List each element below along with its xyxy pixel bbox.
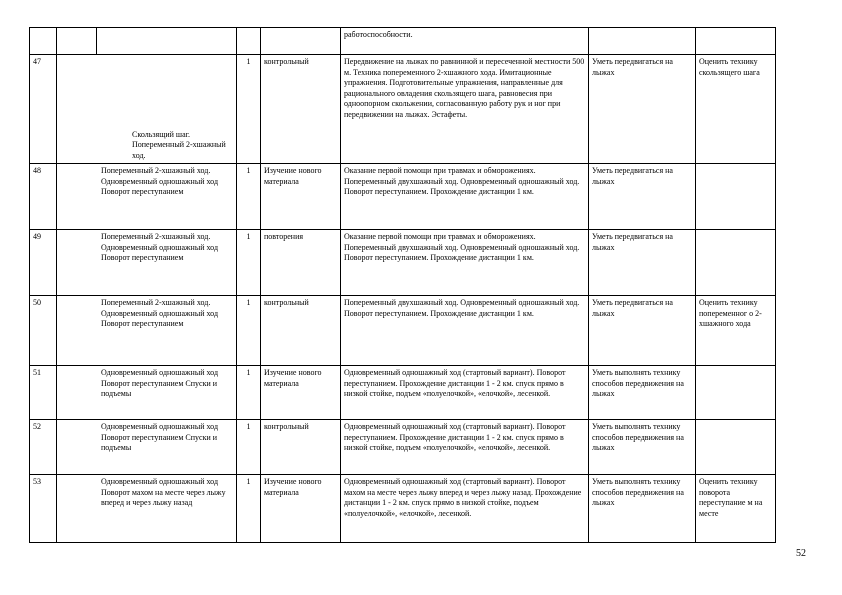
lesson-topic: Попеременный 2-хшажный ход. Одновременный одношажный ход Поворот переступанием bbox=[57, 164, 237, 230]
lesson-skills: Уметь передвигаться на лыжах bbox=[589, 164, 696, 230]
lesson-content: Одновременный одношажный ход (стартовый вариант). Поворот махом на месте через лыжу вперед и через лыжу назад. Прохождение дистанции 1 - 2 км. спуск прямо в низкой стойке, подъем «полуелочкой», «елочкой», лесенкой. bbox=[341, 475, 589, 543]
lesson-plan-table bbox=[29, 27, 776, 543]
lesson-hours: 1 bbox=[237, 420, 261, 475]
lesson-number: 50 bbox=[30, 296, 57, 366]
lesson-hours bbox=[237, 28, 261, 55]
lesson-skills bbox=[589, 28, 696, 55]
lesson-type: Изучение нового материала bbox=[261, 164, 341, 230]
lesson-number: 48 bbox=[30, 164, 57, 230]
lesson-control bbox=[696, 366, 776, 420]
lesson-number bbox=[30, 28, 57, 55]
lesson-topic bbox=[97, 28, 237, 55]
lesson-skills: Уметь передвигаться на лыжах bbox=[589, 296, 696, 366]
lesson-skills: Уметь выполнять технику способов передвижения на лыжах bbox=[589, 366, 696, 420]
lesson-control: Оценить технику поворота переступание м на месте bbox=[696, 475, 776, 543]
lesson-type: контрольный bbox=[261, 55, 341, 164]
lesson-hours: 1 bbox=[237, 296, 261, 366]
lesson-type: контрольный bbox=[261, 296, 341, 366]
lesson-control: Оценить технику скользящего шага bbox=[696, 55, 776, 164]
lesson-content: Одновременный одношажный ход (стартовый вариант). Поворот переступанием. Прохождение дистанции 1 - 2 км. спуск прямо в низкой стойке, подъем «полуелочкой», «елочкой», лесенкой. bbox=[341, 366, 589, 420]
lesson-control bbox=[696, 230, 776, 296]
lesson-content: работоспособности. bbox=[341, 28, 589, 55]
lesson-number: 51 bbox=[30, 366, 57, 420]
lesson-type: Изучение нового материала bbox=[261, 366, 341, 420]
lesson-topic: Одновременный одношажный ход Поворот махом на месте через лыжу вперед и через лыжу назад bbox=[57, 475, 237, 543]
lesson-topic: Попеременный 2-хшажный ход. Одновременный одношажный ход Поворот переступанием bbox=[57, 230, 237, 296]
lesson-number: 47 bbox=[30, 55, 57, 164]
table-row bbox=[30, 230, 776, 296]
lesson-number: 53 bbox=[30, 475, 57, 543]
lesson-skills: Уметь выполнять технику способов передвижения на лыжах bbox=[589, 475, 696, 543]
lesson-skills: Уметь выполнять технику способов передвижения на лыжах bbox=[589, 420, 696, 475]
lesson-content: Передвижение на лыжах по равнинной и пересеченной местности 500 м. Техника попеременного 2-хшажного хода. Имитационные упражнения. Подготовительные упражнения, направленные для рационального овладения скользящего шага, равновесия при одноопорном скольжении, согласованную работу рук и ног при передвижении на лыжах. Эстафеты. bbox=[341, 55, 589, 164]
lesson-control bbox=[696, 164, 776, 230]
lesson-content: Одновременный одношажный ход (стартовый вариант). Поворот переступанием. Прохождение дистанции 1 - 2 км. спуск прямо в низкой стойке, подъем «полуелочкой», «елочкой», лесенкой. bbox=[341, 420, 589, 475]
lesson-topic: Попеременный 2-хшажный ход. Одновременный одношажный ход Поворот переступанием bbox=[57, 296, 237, 366]
lesson-topic: Одновременный одношажный ход Поворот переступанием Спуски и подъемы bbox=[57, 366, 237, 420]
lesson-number: 49 bbox=[30, 230, 57, 296]
lesson-topic: Одновременный одношажный ход Поворот переступанием Спуски и подъемы bbox=[57, 420, 237, 475]
lesson-control: Оценить технику попеременног о 2-хшажного хода bbox=[696, 296, 776, 366]
lesson-type: повторения bbox=[261, 230, 341, 296]
lesson-hours: 1 bbox=[237, 230, 261, 296]
table-row bbox=[30, 296, 776, 366]
lesson-type: Изучение нового материала bbox=[261, 475, 341, 543]
page-number: 52 bbox=[796, 548, 806, 559]
table-row-continuation bbox=[30, 28, 776, 55]
lesson-topic: Скользящий шаг. Попеременный 2-хшажный ход. bbox=[57, 55, 237, 164]
lesson-type bbox=[261, 28, 341, 55]
table-row bbox=[30, 55, 776, 164]
lesson-content: Попеременный двухшажный ход. Одновременный одношажный ход. Поворот переступанием. Прохождение дистанции 1 км. bbox=[341, 296, 589, 366]
lesson-hours: 1 bbox=[237, 475, 261, 543]
lesson-control bbox=[696, 420, 776, 475]
table-row bbox=[30, 420, 776, 475]
lesson-control bbox=[696, 28, 776, 55]
lesson-number: 52 bbox=[30, 420, 57, 475]
empty-cell bbox=[57, 28, 97, 55]
lesson-hours: 1 bbox=[237, 366, 261, 420]
lesson-content: Оказание первой помощи при травмах и обморожениях. Попеременный двухшажный ход. Одновременный одношажный ход. Поворот переступанием. Прохождение дистанции 1 км. bbox=[341, 230, 589, 296]
table-row bbox=[30, 164, 776, 230]
lesson-type: контрольный bbox=[261, 420, 341, 475]
lesson-content: Оказание первой помощи при травмах и обморожениях. Попеременный двухшажный ход. Одновременный одношажный ход. Поворот переступанием. Прохождение дистанции 1 км. bbox=[341, 164, 589, 230]
lesson-skills: Уметь передвигаться на лыжах bbox=[589, 230, 696, 296]
lesson-hours: 1 bbox=[237, 55, 261, 164]
table-row bbox=[30, 475, 776, 543]
lesson-hours: 1 bbox=[237, 164, 261, 230]
table-row bbox=[30, 366, 776, 420]
lesson-skills: Уметь передвигаться на лыжах bbox=[589, 55, 696, 164]
